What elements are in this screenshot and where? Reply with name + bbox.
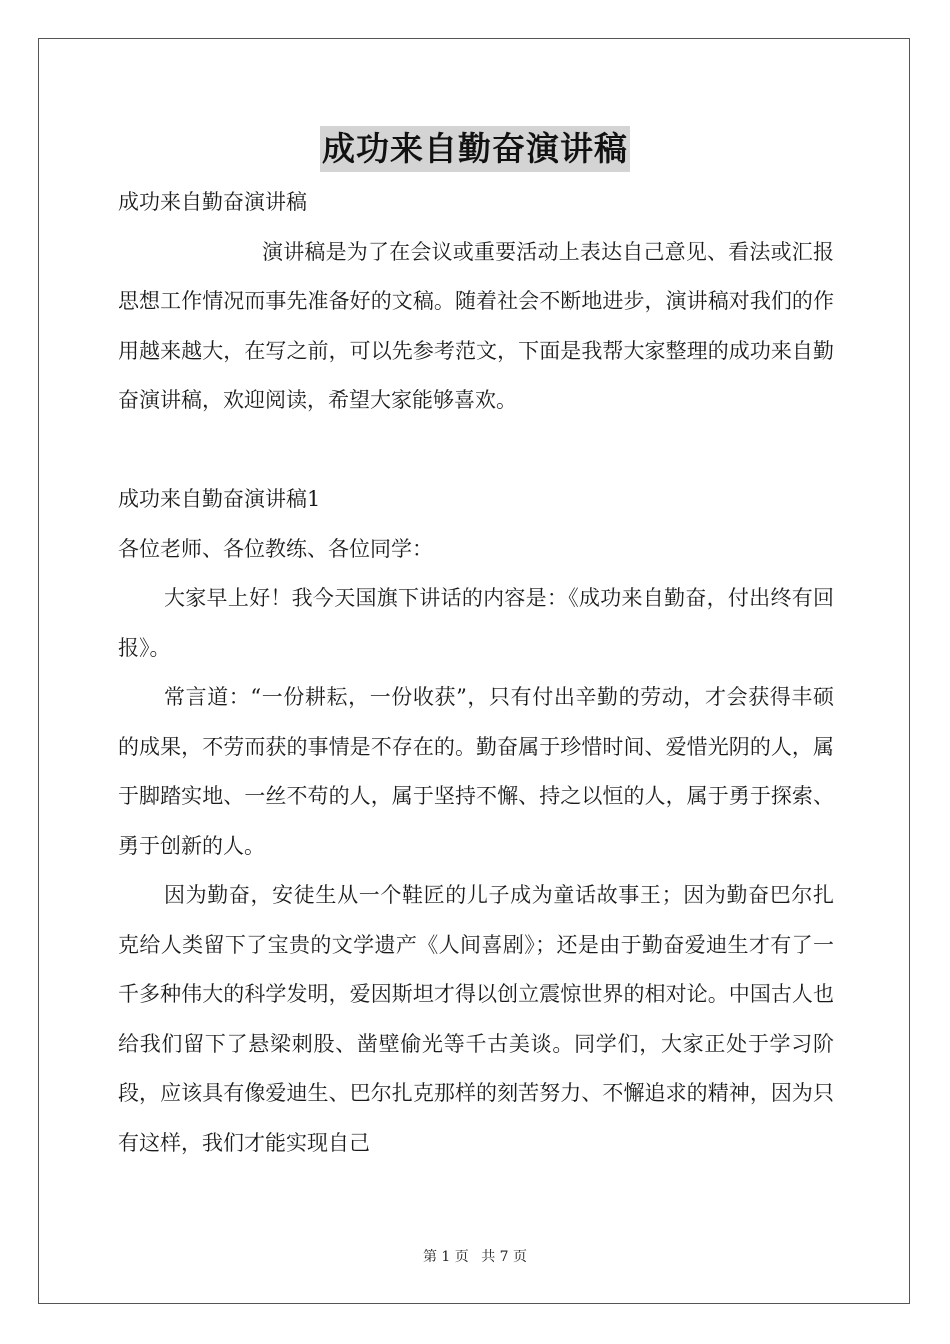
- page-total: 共 7 页: [481, 1249, 528, 1265]
- blank-line: [118, 426, 834, 476]
- section-heading: 成功来自勤奋演讲稿1: [118, 487, 321, 511]
- intro-paragraph: 演讲稿是为了在会议或重要活动上表达自己意见、看法或汇报思想工作情况而事先准备好的文稿。随着社会不断地进步，演讲稿对我们的作用越来越大，在写之前，可以先参考范文，下面是我帮大家整理的成功来自勤奋演讲稿，欢迎阅读，希望大家能够喜欢。: [118, 239, 834, 412]
- page-footer: [0, 1246, 950, 1266]
- title-container: [0, 126, 950, 172]
- page-number: 第 1 页: [422, 1249, 469, 1265]
- document-body: [118, 178, 834, 1168]
- document-subtitle: 成功来自勤奋演讲稿: [118, 190, 307, 214]
- document-title: 成功来自勤奋演讲稿: [320, 126, 630, 172]
- body-paragraph: 常言道：“一份耕耘，一份收获”，只有付出辛勤的劳动，才会获得丰硕的成果，不劳而获的事情是不存在的。勤奋属于珍惜时间、爱惜光阴的人，属于脚踏实地、一丝不苟的人，属于坚持不懈、持之以恒的人，属于勇于探索、勇于创新的人。: [118, 685, 834, 858]
- salutation: 各位老师、各位教练、各位同学：: [118, 536, 433, 561]
- body-paragraph: 因为勤奋，安徒生从一个鞋匠的儿子成为童话故事王；因为勤奋巴尔扎克给人类留下了宝贵的文学遗产《人间喜剧》；还是由于勤奋爱迪生才有了一千多种伟大的科学发明，爱因斯坦才得以创立震惊世界的相对论。中国古人也给我们留下了悬梁刺股、凿壁偷光等千古美谈。同学们，大家正处于学习阶段，应该具有像爱迪生、巴尔扎克那样的刻苦努力、不懈追求的精神，因为只有这样，我们才能实现自己: [118, 883, 834, 1155]
- body-paragraph: 大家早上好！我今天国旗下讲话的内容是：《成功来自勤奋，付出终有回报》。: [118, 586, 834, 660]
